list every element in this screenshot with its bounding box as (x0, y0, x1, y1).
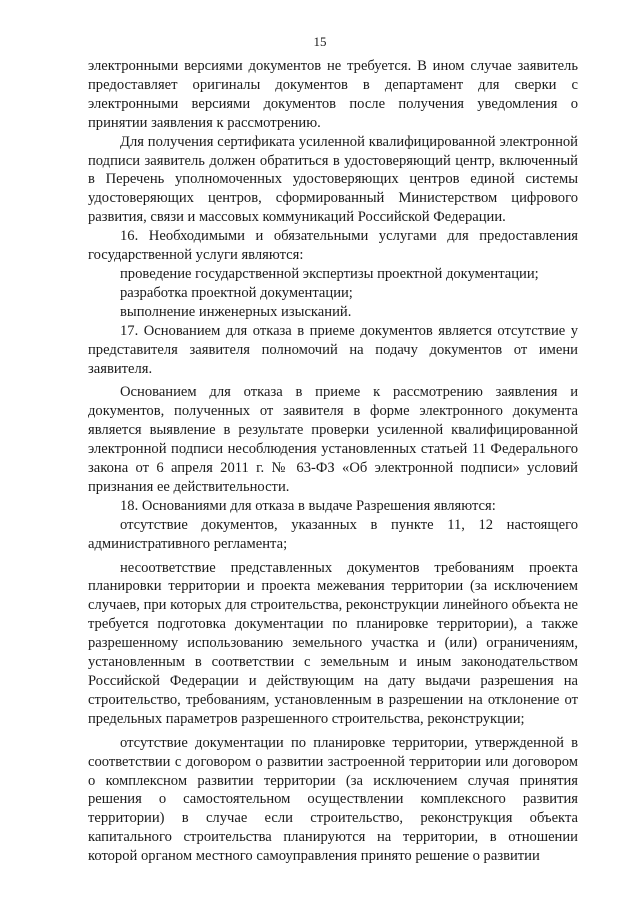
list-item-design: разработка проектной документации; (120, 284, 353, 301)
paragraph-certificate: Для получения сертификата усиленной квалифицированной электронной подписи заявитель должен обратиться в удостоверяющий центр, включенный в Перечень уполномоченных удостоверяющих центров единой системы удостоверяющих центров, сформированный Министерством цифрового развития, связи и массовых коммуникаций Российской Федерации. (88, 133, 578, 226)
document-body (88, 57, 578, 866)
paragraph-17: 17. Основанием для отказа в приеме документов является отсутствие у представителя заявителя полномочий на подачу документов от имени заявителя. (88, 322, 578, 377)
list-item-no-planning-docs: отсутствие документации по планировке территории, утвержденной в соответствии с договором о развитии застроенной территории или договором о комплексном развитии территории (за исключением случая принятия решения о самостоятельном осуществлении комплексного развития территории) в случае если строительство, реконструкция объекта капитального строительства планируются на территории, в отношении которой органом местного самоуправления принято решение о развитии (88, 734, 578, 865)
list-item-surveys: выполнение инженерных изысканий. (120, 303, 352, 320)
list-item-expertise: проведение государственной экспертизы проектной документации; (120, 265, 539, 282)
paragraph-16: 16. Необходимыми и обязательными услугами для предоставления государственной услуги являются: (88, 228, 578, 264)
list-item-missing-documents: отсутствие документов, указанных в пункте 11, 12 настоящего административного регламента; (88, 516, 578, 552)
page-number: 15 (313, 34, 327, 49)
paragraph-continuation: электронными версиями документов не требуется. В ином случае заявитель предоставляет оригиналы документов в департамент для сверки с электронными версиями документов после получения уведомления о принятии заявления к рассмотрению. (88, 58, 578, 131)
list-item-nonconformity: несоответствие представленных документов требованиям проекта планировки территории и проекта межевания территории (за исключением случаев, при которых для строительства, реконструкции линейного объекта не требуется подготовка документации по планировке территории), а также разрешенному использованию земельного участка и (или) ограничениям, установленным в соответствии с земельным и иным законодательством Российской Федерации и действующим на дату выдачи разрешения на строительство, требованиям, установленным в разрешении на отклонение от предельных параметров разрешенного строительства, реконструкции; (88, 559, 578, 727)
paragraph-18: 18. Основаниями для отказа в выдаче Разрешения являются: (120, 497, 496, 514)
paragraph-refusal-electronic: Основанием для отказа в приеме к рассмотрению заявления и документов, полученных от заявителя в форме электронного документа является выявление в результате проверки усиленной квалифицированной электронной подписи несоблюдения установленных статьей 11 Федерального закона от 6 апреля 2011 г. № 63-ФЗ «Об электронной подписи» условий признания ее действительности. (88, 384, 578, 495)
